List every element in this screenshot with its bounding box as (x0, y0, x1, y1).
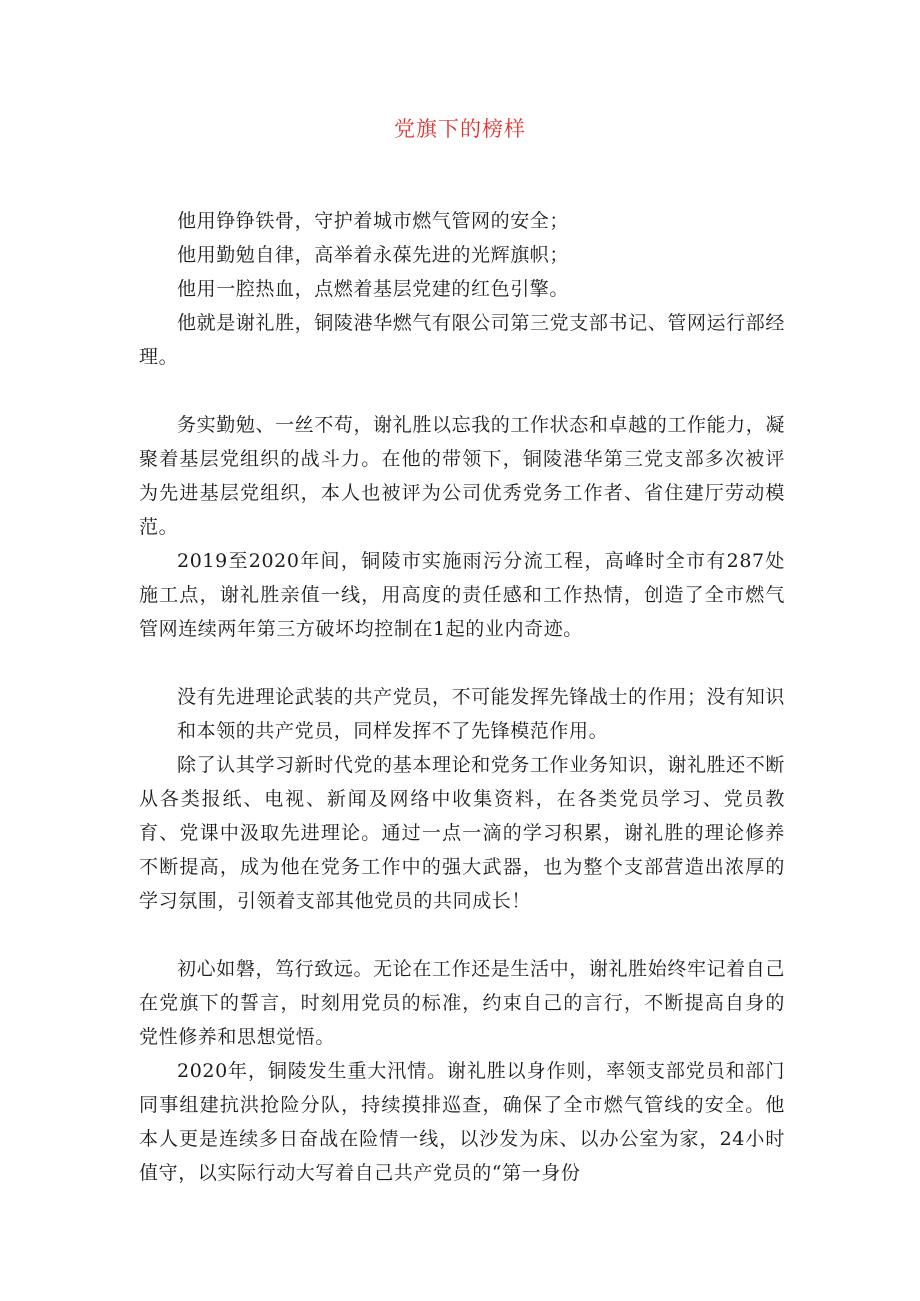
paragraph-6: 2019至2020年间，铜陵市实施雨污分流工程，高峰时全市有287处施工点，谢礼胜亲值一线，用高度的责任感和工作热情，创造了全市燃气管网连续两年第三方破坏均控制在1起的业内奇迹。 (139, 550, 785, 640)
paragraph-3: 他用一腔热血，点燃着基层党建的红色引擎。 (177, 278, 570, 300)
paragraph-7: 没有先进理论武装的共产党员，不可能发挥先锋战士的作用；没有知识和本领的共产党员，同样发挥不了先锋模范作用。 (177, 686, 785, 742)
section-gap (139, 374, 785, 408)
paragraph-2: 他用勤勉自律，高举着永葆先进的光辉旗帜； (177, 244, 570, 266)
paragraph-9: 初心如磐，笃行致远。无论在工作还是生活中，谢礼胜始终牢记着自己在党旗下的誓言，时刻用党员的标准，约束自己的言行，不断提高自身的党性修养和思想觉悟。 (139, 958, 785, 1048)
paragraph-8: 除了认其学习新时代党的基本理论和党务工作业务知识，谢礼胜还不断从各类报纸、电视、新闻及网络中收集资料，在各类党员学习、党员教育、党课中汲取先进理论。通过一点一滴的学习积累，谢礼胜的理论修养不断提高，成为他在党务工作中的强大武器，也为整个支部营造出浓厚的学习氛围，引领着支部其他党员的共同成长！ (139, 754, 785, 912)
paragraph-4: 他就是谢礼胜，铜陵港华燃气有限公司第三党支部书记、管网运行部经理。 (139, 312, 785, 368)
document-body (139, 204, 785, 1190)
section-gap (139, 918, 785, 952)
document-title: 党旗下的榜样 (394, 117, 526, 141)
section-gap (139, 646, 785, 680)
paragraph-5: 务实勤勉、一丝不苟，谢礼胜以忘我的工作状态和卓越的工作能力，凝聚着基层党组织的战斗力。在他的带领下，铜陵港华第三党支部多次被评为先进基层党组织，本人也被评为公司优秀党务工作者、省住建厅劳动模范。 (139, 414, 785, 538)
paragraph-1: 他用铮铮铁骨，守护着城市燃气管网的安全； (177, 210, 570, 232)
paragraph-10: 2020年，铜陵发生重大汛情。谢礼胜以身作则，率领支部党员和部门同事组建抗洪抢险分队，持续摸排巡查，确保了全市燃气管线的安全。他本人更是连续多日奋战在险情一线，以沙发为床、以办公室为家，24小时值守，以实际行动大写着自己共产党员的“第一身份 (139, 1060, 785, 1184)
